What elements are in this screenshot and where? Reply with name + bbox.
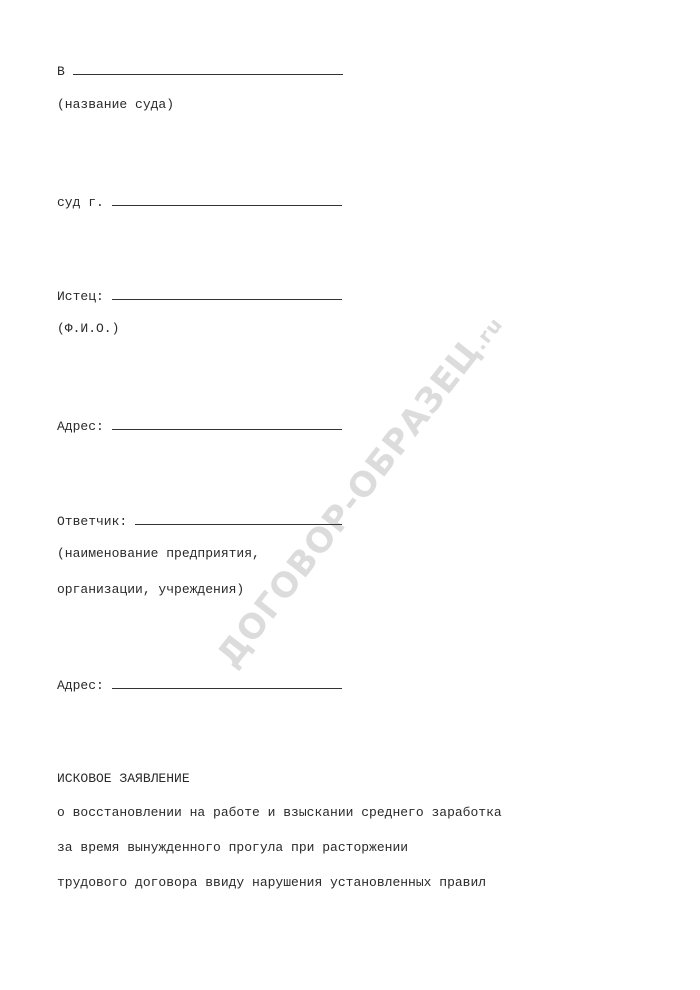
address-label-2: Адрес: [57, 678, 104, 693]
defendant-address-blank[interactable] [112, 676, 342, 689]
court-prefix: В [57, 64, 65, 79]
plaintiff-line [57, 287, 342, 305]
city-line [57, 193, 342, 211]
city-label: суд г. [57, 195, 104, 210]
court-line [57, 62, 343, 80]
address-label-1: Адрес: [57, 419, 104, 434]
statement-line-3: трудового договора ввиду нарушения установленных правил [57, 875, 487, 890]
defendant-hint-1: (наименование предприятия, [57, 546, 260, 561]
defendant-address-line [57, 676, 342, 694]
defendant-hint-2: организации, учреждения) [57, 582, 245, 597]
watermark-main: ДОГОВОР-ОБРАЗЕЦ [209, 332, 490, 675]
defendant-blank[interactable] [135, 512, 342, 525]
plaintiff-hint: (Ф.И.О.) [57, 321, 120, 336]
defendant-label: Ответчик: [57, 514, 128, 529]
statement-line-1: о восстановлении на работе и взыскании среднего заработка [57, 805, 502, 820]
plaintiff-address-blank[interactable] [112, 417, 342, 430]
statement-title: ИСКОВОЕ ЗАЯВЛЕНИЕ [57, 771, 190, 786]
plaintiff-address-line [57, 417, 342, 435]
city-blank[interactable] [112, 193, 342, 206]
defendant-line [57, 512, 342, 530]
watermark-suffix: .ru [467, 312, 508, 355]
watermark [196, 289, 523, 692]
court-hint: (название суда) [57, 97, 175, 112]
statement-line-2: за время вынужденного прогула при расторжении [57, 840, 409, 855]
court-name-blank[interactable] [73, 62, 343, 75]
plaintiff-label: Истец: [57, 289, 104, 304]
plaintiff-blank[interactable] [112, 287, 342, 300]
